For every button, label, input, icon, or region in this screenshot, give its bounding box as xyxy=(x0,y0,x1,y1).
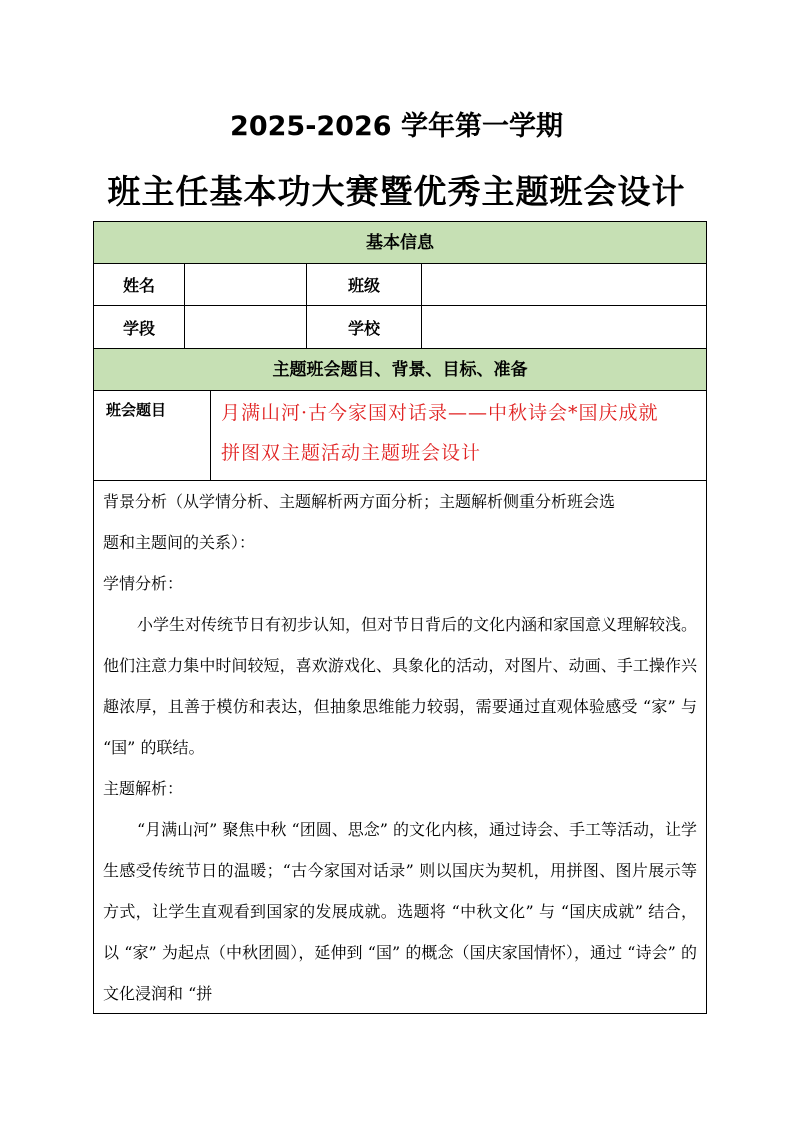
topic-label: 班会题目 xyxy=(94,391,211,480)
class-label: 班级 xyxy=(307,264,422,305)
background-intro-line-2: 题和主题间的关系）： xyxy=(103,533,256,552)
theme-analysis-paragraph: “月满山河” 聚焦中秋 “团圆、思念” 的文化内核，通过诗会、手工等活动，让学生感受传统节日的温暖；“古今家国对话录” 则以国庆为契机，用拼图、图片展示等方式，让学生直观看到国家的发展成就。选题将 “中秋文化” 与 “国庆成就” 结合，以 “家” 为起点（中秋团圆），延伸到 “国” 的概念（国庆家国情怀），通过 “诗会” 的文化浸润和 “拼 xyxy=(103,820,697,1003)
stage-field[interactable] xyxy=(185,306,307,348)
topic-section-header xyxy=(94,349,706,391)
theme-analysis-heading: 主题解析： xyxy=(103,779,184,798)
topic-text xyxy=(211,391,706,480)
info-row-name-class xyxy=(94,264,706,306)
design-form xyxy=(93,221,707,1014)
basic-info-header xyxy=(94,222,706,264)
info-row-stage-school xyxy=(94,306,706,349)
school-label: 学校 xyxy=(307,306,422,348)
topic-row xyxy=(94,391,706,481)
name-field[interactable] xyxy=(185,264,307,305)
class-field[interactable] xyxy=(422,264,706,305)
school-field[interactable] xyxy=(422,306,706,348)
basic-info-title: 基本信息 xyxy=(366,233,434,253)
stage-label: 学段 xyxy=(94,306,185,348)
student-analysis-heading: 学情分析： xyxy=(103,574,184,593)
topic-section-title: 主题班会题目、背景、目标、准备 xyxy=(272,360,528,380)
student-analysis-paragraph: 小学生对传统节日有初步认知，但对节日背后的文化内涵和家国意义理解较浅。他们注意力集中时间较短，喜欢游戏化、具象化的活动，对图片、动画、手工操作兴趣浓厚，且善于模仿和表达，但抽象思维能力较弱，需要通过直观体验感受 “家” 与 “国” 的联结。 xyxy=(103,615,698,757)
page-title: 班主任基本功大赛暨优秀主题班会设计 xyxy=(107,172,686,211)
background-intro-line-1: 背景分析（从学情分析、主题解析两方面分析；主题解析侧重分析班会选 xyxy=(103,492,616,511)
topic-line-2: 拼图双主题活动主题班会设计 xyxy=(221,442,482,464)
background-analysis xyxy=(94,481,706,1013)
term-title: 2025-2026 学年第一学期 xyxy=(230,111,563,142)
topic-line-1: 月满山河·古今家国对话录——中秋诗会*国庆成就 xyxy=(221,402,659,424)
name-label: 姓名 xyxy=(94,264,185,305)
